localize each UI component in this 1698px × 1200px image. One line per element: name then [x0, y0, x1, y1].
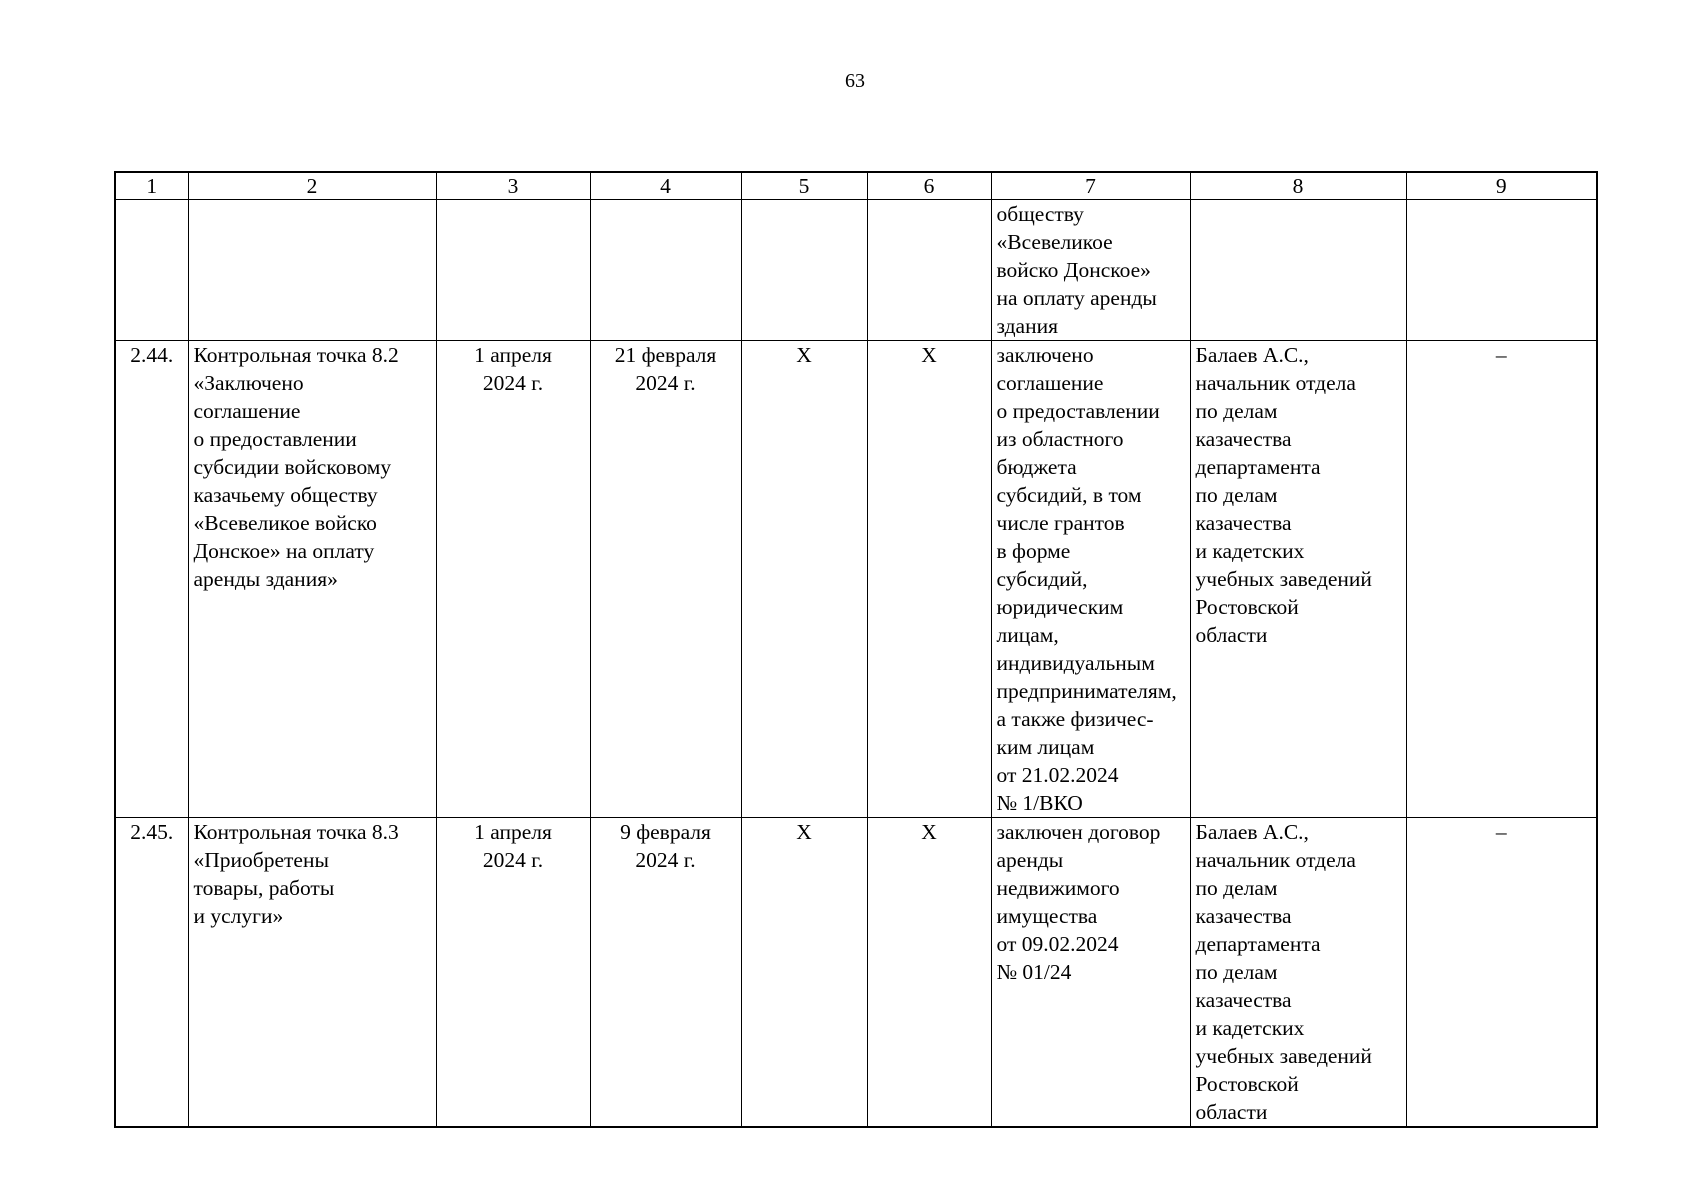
- page-number: 63: [845, 70, 865, 92]
- col9-cell: –: [1406, 341, 1597, 818]
- table-row: [115, 341, 1597, 818]
- planned-date-cell: [436, 200, 590, 341]
- header-cell: 6: [867, 172, 991, 200]
- col6-cell: X: [867, 341, 991, 818]
- event-cell: Контрольная точка 8.2 «Заключено соглашение о предоставлении субсидии войсковому казачьему обществу «Всевеликое войско Донское» на оплату аренды здания»: [188, 341, 436, 818]
- actual-date-cell: 9 февраля 2024 г.: [590, 818, 741, 1128]
- header-cell: 3: [436, 172, 590, 200]
- col9-cell: [1406, 200, 1597, 341]
- planned-date-cell: 1 апреля 2024 г.: [436, 341, 590, 818]
- col5-cell: [741, 200, 867, 341]
- table-row: [115, 818, 1597, 1128]
- header-cell: 5: [741, 172, 867, 200]
- col5-cell: X: [741, 818, 867, 1128]
- document-table: [114, 171, 1598, 1128]
- event-cell: Контрольная точка 8.3 «Приобретены товары, работы и услуги»: [188, 818, 436, 1128]
- row-number-cell: 2.45.: [115, 818, 188, 1128]
- table-row: [115, 200, 1597, 341]
- row-number-cell: [115, 200, 188, 341]
- col6-cell: [867, 200, 991, 341]
- header-cell: 2: [188, 172, 436, 200]
- responsible-cell: Балаев А.С., начальник отдела по делам казачества департамента по делам казачества и кадетских учебных заведений Ростовской области: [1190, 818, 1406, 1128]
- responsible-cell: Балаев А.С., начальник отдела по делам казачества департамента по делам казачества и кадетских учебных заведений Ростовской области: [1190, 341, 1406, 818]
- col6-cell: X: [867, 818, 991, 1128]
- result-cell: заключен договор аренды недвижимого имущества от 09.02.2024 № 01/24: [991, 818, 1190, 1128]
- header-cell: 1: [115, 172, 188, 200]
- planned-date-cell: 1 апреля 2024 г.: [436, 818, 590, 1128]
- header-cell: 4: [590, 172, 741, 200]
- event-cell: [188, 200, 436, 341]
- actual-date-cell: 21 февраля 2024 г.: [590, 341, 741, 818]
- col5-cell: X: [741, 341, 867, 818]
- header-cell: 9: [1406, 172, 1597, 200]
- result-cell: заключено соглашение о предоставлении из областного бюджета субсидий, в том числе грантов в форме субсидий, юридическим лицам, индивидуальным предпринимателям, а также физичес- ким лицам от 21.02.2024 № 1/ВКО: [991, 341, 1190, 818]
- result-cell: обществу «Всевеликое войско Донское» на оплату аренды здания: [991, 200, 1190, 341]
- header-row: [115, 172, 1597, 200]
- col9-cell: –: [1406, 818, 1597, 1128]
- header-cell: 7: [991, 172, 1190, 200]
- actual-date-cell: [590, 200, 741, 341]
- header-cell: 8: [1190, 172, 1406, 200]
- row-number-cell: 2.44.: [115, 341, 188, 818]
- responsible-cell: [1190, 200, 1406, 341]
